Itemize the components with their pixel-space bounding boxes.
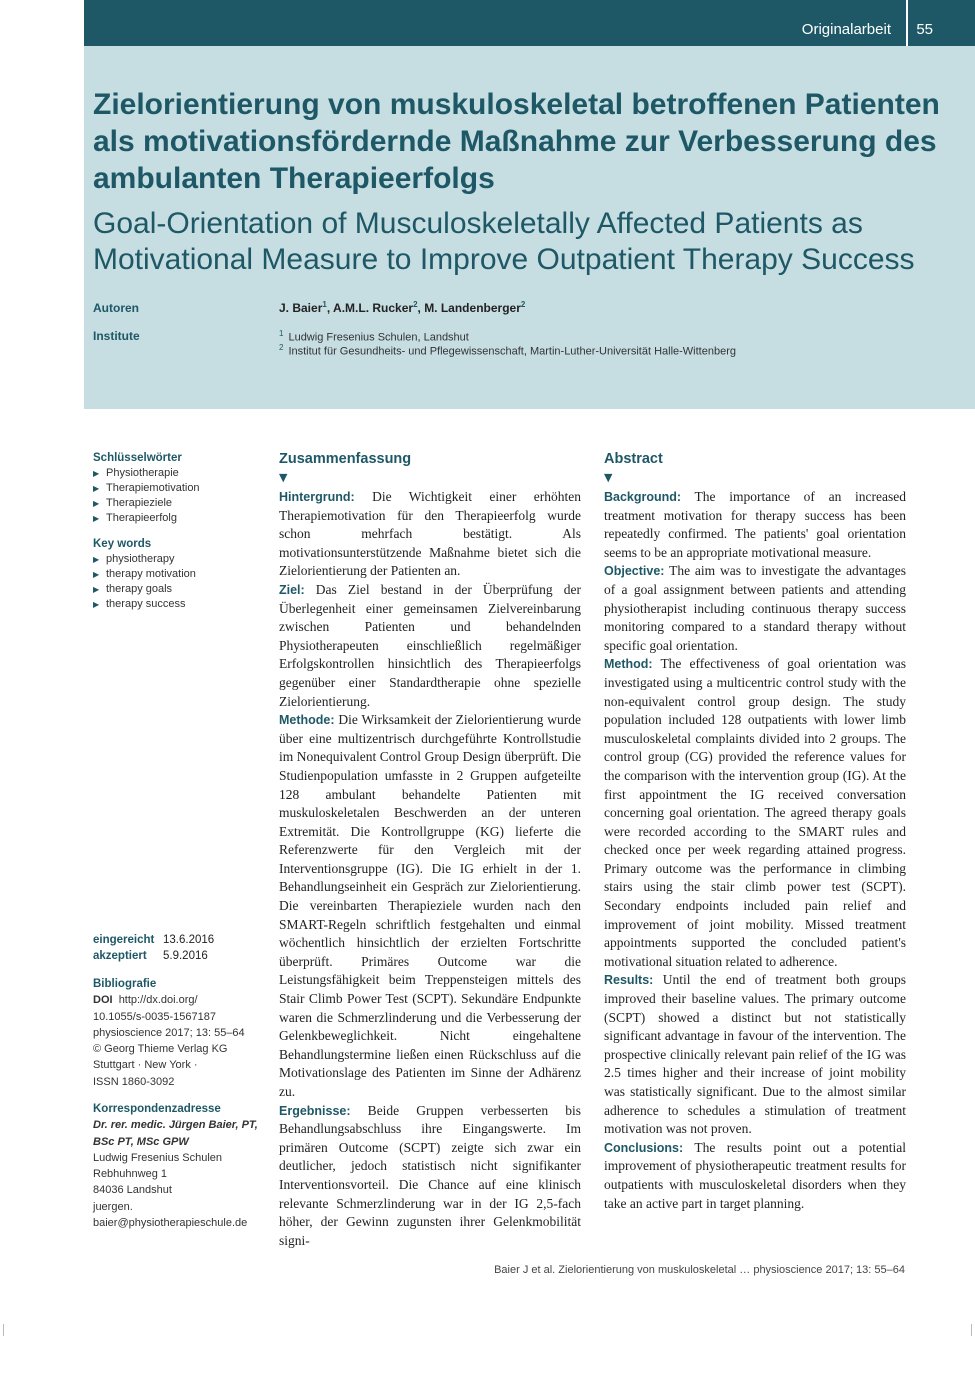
author-affiliation: 1 [322,300,327,309]
keyword-item [93,597,196,612]
arrow-right-icon: ▶ [93,469,100,478]
section-text: Until the end of treatment both groups improved their baseline values. The primary outcome (SCPT) showed a distinct but not statistically significant advantage in favour of the intervention. The prospective clinically relevant pain relief of the IG was 2.5 times higher and their increase of joint mobility was statistically significant. Due to the almost similar adherence to schedules a stimulation of treatment motivation was not proven. [604,972,906,1137]
bibliography-line: physioscience 2017; 13: 55–64 [93,1026,245,1039]
section-text: The results point out a potential improvement of physiotherapeutic treatment results for outpatients with musculoskeletal disorders when they take an active part in target planning. [604,1139,906,1211]
abstract-paragraph [279,488,581,581]
keyword-item [93,582,196,597]
keyword-item [93,567,196,582]
abstract-paragraph [604,655,906,971]
correspondence-name-line [93,1134,268,1150]
authors-line [279,300,525,315]
abstract-paragraph [604,1139,906,1213]
section-text: Die Wichtigkeit einer erhöhten Therapiemotivation für den Therapieerfolg wurde schon mehrfach bestätigt. Als motivationsunterstützende Maßnahme bietet sich die Zielorientierung der Patienten an. [279,489,581,579]
arrow-right-icon: ▶ [93,585,100,594]
section-lead: Results: [604,973,654,988]
institutes-label: Institute [93,329,140,343]
triangle-down-icon: ▼ [279,471,288,484]
zusammenfassung-column [279,450,581,1250]
doi-label: DOI [93,994,113,1007]
correspondence-line: 84036 Landshut [93,1184,172,1197]
keyword-text: Therapiemotivation [106,482,200,494]
section-label: Originalarbeit [801,21,891,38]
institute-line [279,329,469,344]
institute-text: Institut für Gesundheits- und Pflegewissenschaft, Martin-Luther-Universität Halle-Wittenberg [288,345,736,358]
section-lead: Hintergrund: [279,490,355,504]
abstract-column [604,450,906,1213]
accepted-label: akzeptiert [93,950,147,962]
bibliography-line: ISSN 1860-3092 [93,1075,175,1088]
correspondence-name: Dr. rer. medic. Jürgen Baier, PT, [93,1119,258,1132]
section-lead: Conclusions: [604,1140,684,1155]
received-label: eingereicht [93,934,155,946]
footer-citation: Baier J et al. Zielorientierung von muskuloskeletal … physioscience 2017; 13: 55–64 [494,1264,905,1276]
author-separator: , [326,301,334,315]
section-lead: Ergebnisse: [279,1103,351,1118]
authors-label: Autoren [93,301,139,315]
received-date: 13.6.2016 [163,934,215,946]
keyword-text: therapy goals [106,583,173,595]
accepted-date: 5.9.2016 [163,950,208,962]
section-text: Die Wirksamkeit der Zielorientierung wurde über eine multizentrisch durchgeführte Kontrollstudie im Nonequivalent Control Group Design überprüft. Die Studienpopulation umfasste in 2 Gruppen aufgeteilte 128 ambulant behandelte Patienten mit muskuloskeletalen Beschwerden an der unteren Extremität. Die Kontrollgruppe (KG) lieferte die Referenzwerte für den Vergleich mit der Interventionsgruppe (IG). Die IG erhielt in der 1. Behandlungseinheit ein Gespräch zur Zielorientierung. Die vereinbarten Therapieziele wurden nach den SMART-Regeln schriftlich festgehalten und einmal wöchentlich hinsichtlich der erzielten Fortschritte überprüft. Primäres Outcome war die Leistungsfähigkeit beim Treppensteigen mittels des Stair Climb Power Test (SCPT). Sekundäre Endpunkte waren die Schmerzlinderung und die Verbesserung der Gelenkbeweglichkeit. Nicht eingehaltene Behandlungstermine ließen einen Rückschluss auf die Motivationslage des Patienten im Sinne der Adhärenz zu. [279,712,581,1099]
keyword-item [93,496,200,511]
institute-line [279,343,736,358]
arrow-right-icon: ▶ [93,499,100,508]
section-text: The effectiveness of goal orientation was investigated using a multicentric control study with the non-equivalent control group design. The study population included 128 outpatients with lower limb musculoskeletal complaints divided into 2 groups. The control group (CG) provided the reference values for the comparison with the intervention group (IG). At the first appointment the IG received conversation concerning goal orientation. The agreed therapy goals were recorded according to the SMART rules and checked once per week regarding attained progress. Primary outcome was the performance in climbing stairs using the stair climb power test (SCPT). Secondary endpoints included pain relief and improvement of joint mobility. Missed treatment appointments supported the concluded patient's motivational situation related to adherence. [604,656,906,969]
section-lead: Method: [604,657,653,672]
section-lead: Background: [604,490,682,504]
keyword-item [93,481,200,496]
email-link[interactable]: baier@physiotherapieschule.de [93,1217,248,1230]
keywords-english-label: Key words [93,538,152,550]
keywords-english [93,537,196,612]
bibliography-line: © Georg Thieme Verlag KG [93,1043,228,1056]
author-name: J. Baier [279,301,323,315]
institute-number: 2 [279,343,284,352]
bibliography-line: Stuttgart · New York · [93,1059,198,1072]
abstract-paragraph [604,488,906,562]
section-lead: Objective: [604,564,665,579]
keywords-german [93,451,200,526]
bibliography-label: Bibliografie [93,978,157,990]
author-name: A.M.L. Rucker [333,301,414,315]
keyword-text: therapy motivation [106,568,196,580]
section-text: The importance of an increased treatment motivation for therapy success has been repeatedly confirmed. The patients' goal orientation seems to be an appropriate motivational measure. [604,489,906,560]
institute-text: Ludwig Fresenius Schulen, Landshut [288,331,469,344]
keyword-text: Therapieziele [106,497,173,509]
section-text: Beide Gruppen verbesserten bis Behandlungsabschluss ihre Eingangswerte. Im primären Outcome (SCPT) zeigte sich zwar ein deutlicher, jedoch statistisch nicht signifikanter Interventionsvorteil. Die Chance auf eine klinisch relevante Schmerzlinderung war in der IG 2,5-fach höher, der Gewinn zugunsten ihrer Gelenkmobilität signi- [279,1102,581,1248]
abstract-paragraph [279,581,581,711]
correspondence [93,1101,268,1231]
triangle-down-icon: ▼ [604,471,613,484]
section-text: Das Ziel bestand in der Überprüfung der Überlegenheit einer gemeinsamen Zielvereinbarung zwischen Patienten und behandelnden Physiotherapeuten einschließlich regelmäßiger Erfolgskontrollen hinsichtlich des Therapieerfolgs gegenüber einer Standardtherapie ohne spezielle Zielorientierung. [279,581,581,709]
correspondence-line: Rebhuhnweg 1 [93,1168,168,1181]
arrow-right-icon: ▶ [93,484,100,493]
accepted-row [93,948,214,964]
correspondence-name-line [93,1117,268,1133]
institute-number: 1 [279,329,284,338]
abstract-paragraph [279,711,581,1101]
doi-link[interactable]: http://dx.doi.org/ [118,994,198,1007]
keyword-item [93,511,200,526]
correspondence-name: BSc PT, MSc GPW [93,1135,189,1148]
submission-dates [93,932,214,964]
correspondence-line: Ludwig Fresenius Schulen [93,1151,223,1164]
abstract-paragraph [604,971,906,1138]
correspondence-label: Korrespondenzadresse [93,1103,221,1115]
author-separator: , [417,301,425,315]
crop-mark [971,1324,972,1336]
abstract-paragraph [604,562,906,655]
author-name: M. Landenberger [424,301,521,315]
crop-mark [3,1324,4,1336]
keyword-item [93,552,196,567]
keywords-german-label: Schlüsselwörter [93,452,182,464]
page-number: 55 [916,21,933,38]
author-affiliation: 2 [413,300,418,309]
header-bar [84,0,975,46]
keyword-text: physiotherapy [106,553,175,565]
title-english: Goal-Orientation of Musculoskeletally Affected Patients as Motivational Measure to Improve Outpatient Therapy Success [93,207,915,276]
received-row [93,932,214,948]
abstract-heading: Abstract [604,451,663,467]
keyword-text: Therapieerfolg [106,512,177,524]
author-affiliation: 2 [520,300,526,309]
keyword-text: therapy success [106,598,186,610]
section-text: The aim was to investigate the advantages of a goal assignment between patients and attending physiotherapist including continuous therapy success monitoring compared to a standard therapy without specific goal orientation. [604,563,906,653]
keyword-item [93,466,200,481]
doi-line [93,992,268,1008]
abstract-paragraph [279,1102,581,1251]
section-lead: Ziel: [279,582,305,597]
correspondence-line: juergen. [93,1200,133,1213]
keyword-text: Physiotherapie [106,467,179,479]
section-lead: Methode: [279,713,335,728]
arrow-right-icon: ▶ [93,600,100,609]
arrow-right-icon: ▶ [93,570,100,579]
title-german: Zielorientierung von muskuloskeletal betroffenen Patienten als motivationsfördernde Maßnahme zur Verbesserung des ambulanten Therapieerfolgs [93,88,940,195]
header-divider [906,0,908,46]
bibliography-line: 10.1055/s-0035-1567187 [93,1010,216,1023]
arrow-right-icon: ▶ [93,514,100,523]
arrow-right-icon: ▶ [93,555,100,564]
zusammenfassung-heading: Zusammenfassung [279,451,412,467]
bibliography [93,976,268,1090]
